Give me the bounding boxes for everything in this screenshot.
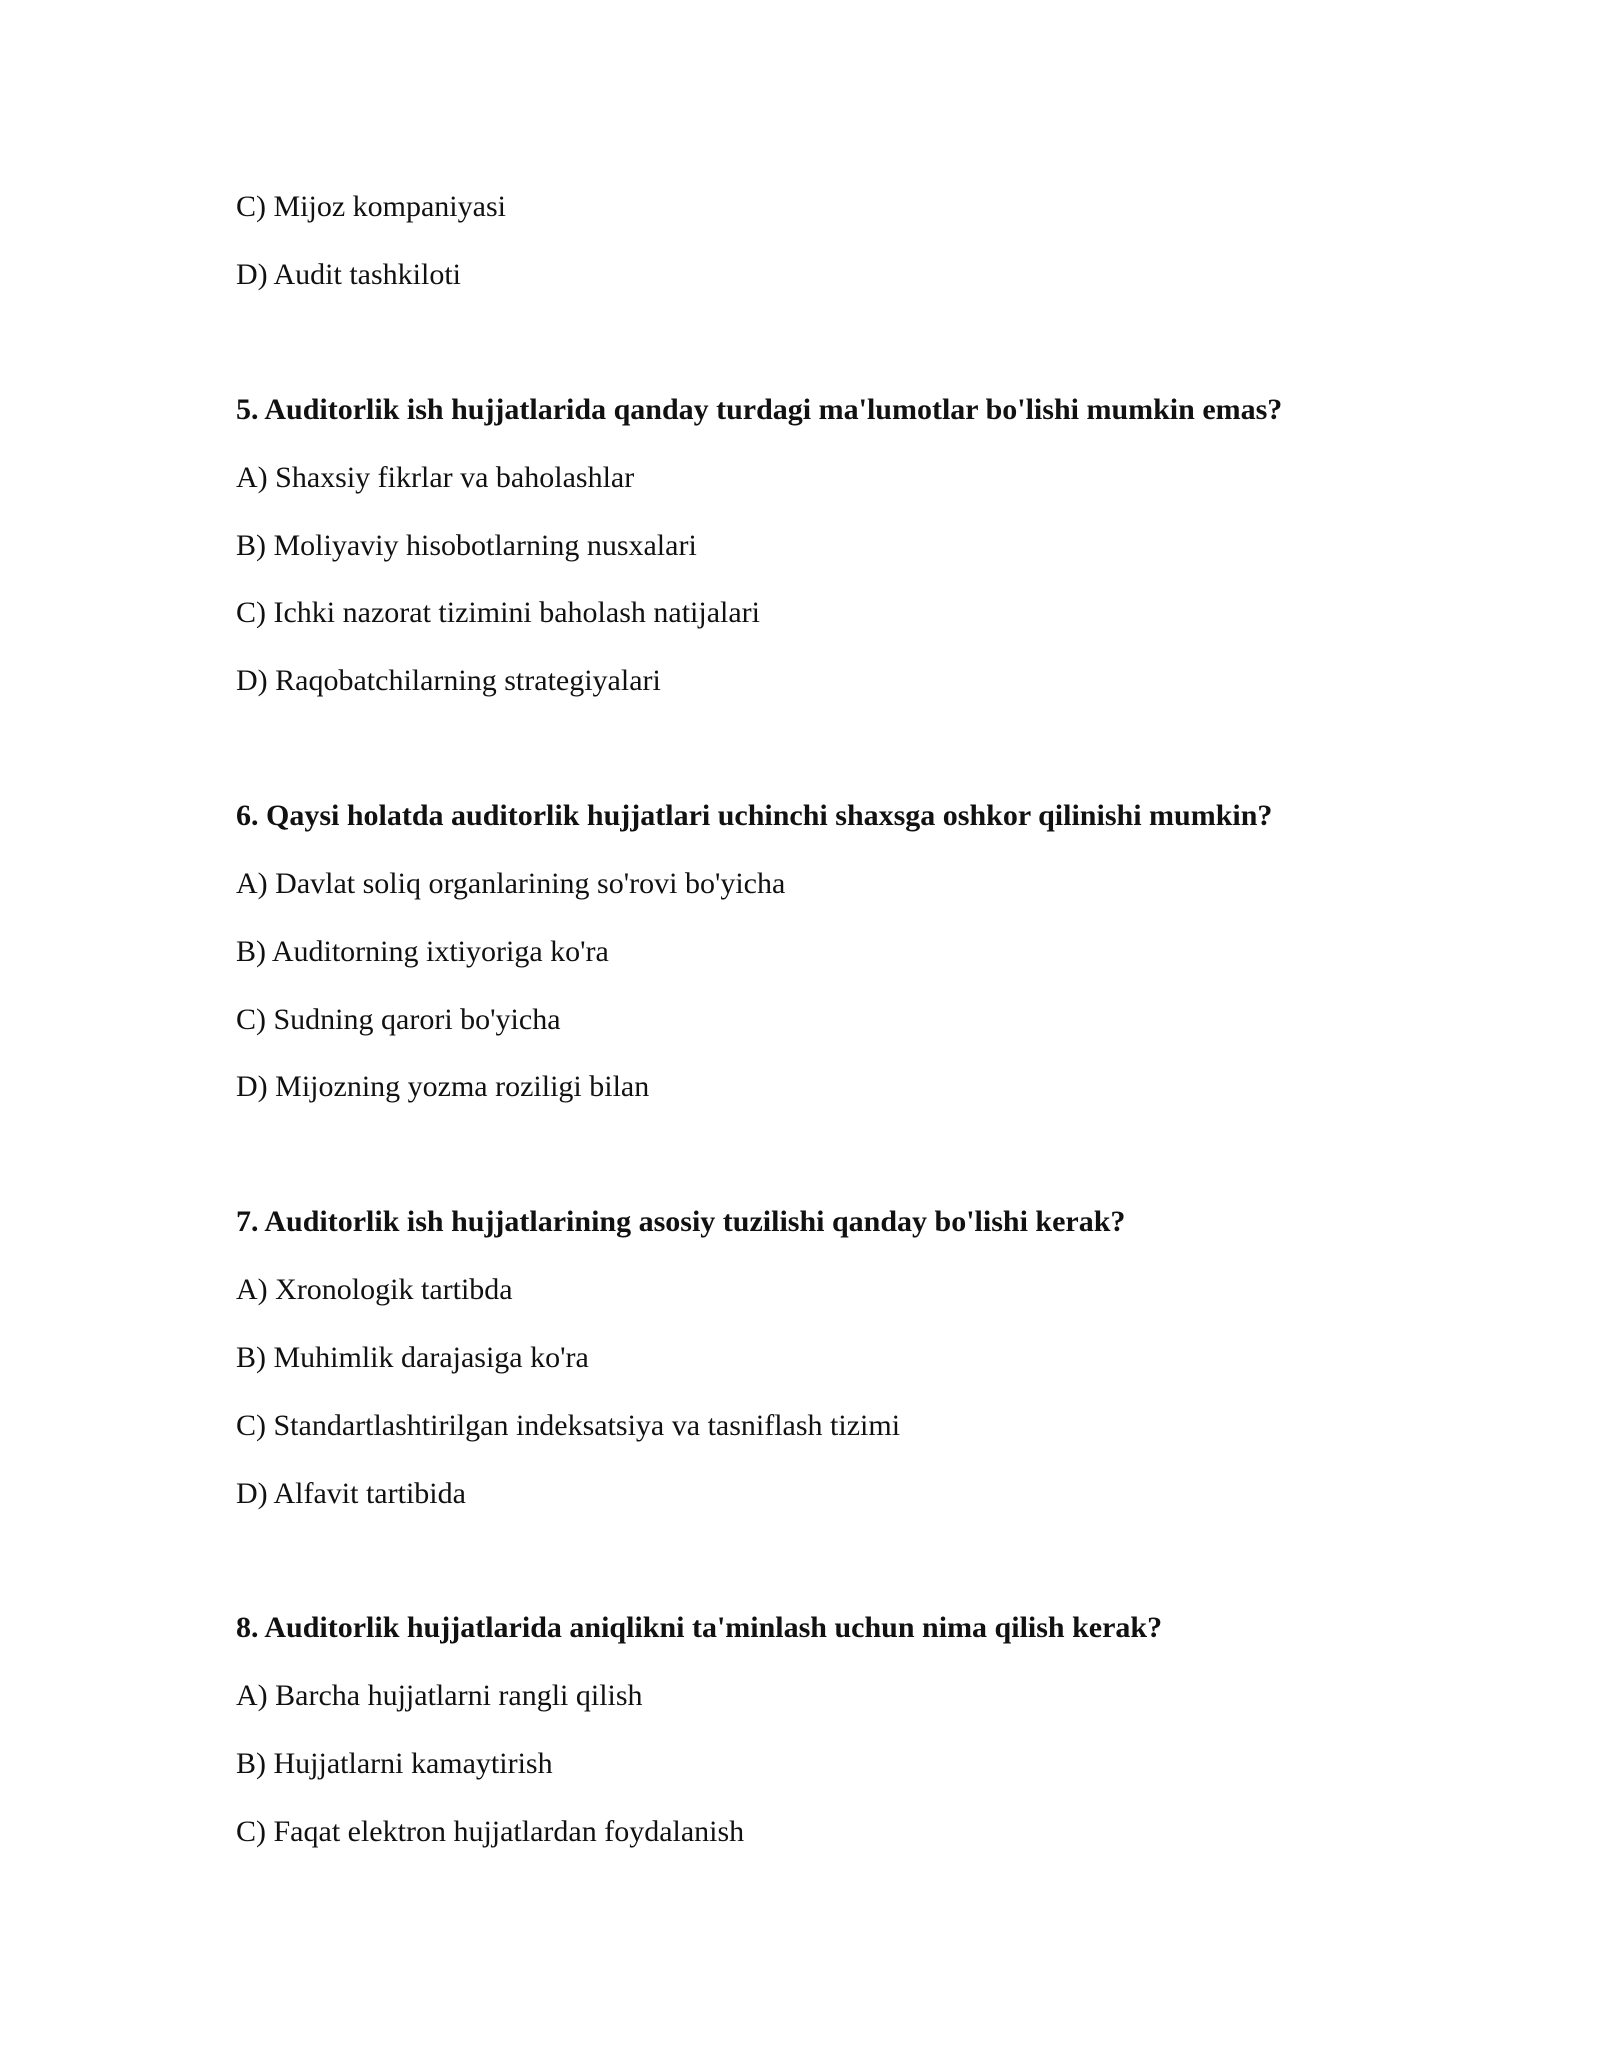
question-8: 8. Auditorlik hujjatlarida aniqlikni ta'minlash uchun nima qilish kerak? [236,1611,1163,1644]
option-c-q5: C) Ichki nazorat tizimini baholash natijalari [236,596,760,629]
option-d-q4: D) Audit tashkiloti [236,258,461,291]
question-7: 7. Auditorlik ish hujjatlarining asosiy tuzilishi qanday bo'lishi kerak? [236,1205,1126,1238]
question-5: 5. Auditorlik ish hujjatlarida qanday turdagi ma'lumotlar bo'lishi mumkin emas? [236,393,1283,426]
option-c-q6: C) Sudning qarori bo'yicha [236,1003,561,1036]
option-b-q7: B) Muhimlik darajasiga ko'ra [236,1341,589,1374]
option-a-q8: A) Barcha hujjatlarni rangli qilish [236,1679,643,1712]
option-a-q5: A) Shaxsiy fikrlar va baholashlar [236,461,635,494]
option-d-q6: D) Mijozning yozma roziligi bilan [236,1070,650,1103]
option-b-q6: B) Auditorning ixtiyoriga ko'ra [236,935,609,968]
option-d-q5: D) Raqobatchilarning strategiyalari [236,664,661,697]
option-a-q7: A) Xronologik tartibda [236,1273,513,1306]
option-b-q5: B) Moliyaviy hisobotlarning nusxalari [236,529,697,562]
option-d-q7: D) Alfavit tartibida [236,1477,466,1510]
option-a-q6: A) Davlat soliq organlarining so'rovi bo'yicha [236,867,786,900]
option-c-q8: C) Faqat elektron hujjatlardan foydalanish [236,1815,745,1848]
option-b-q8: B) Hujjatlarni kamaytirish [236,1747,553,1780]
question-6: 6. Qaysi holatda auditorlik hujjatlari uchinchi shaxsga oshkor qilinishi mumkin? [236,799,1273,832]
option-c-q4: C) Mijoz kompaniyasi [236,190,506,223]
option-c-q7: C) Standartlashtirilgan indeksatsiya va tasniflash tizimi [236,1409,901,1442]
